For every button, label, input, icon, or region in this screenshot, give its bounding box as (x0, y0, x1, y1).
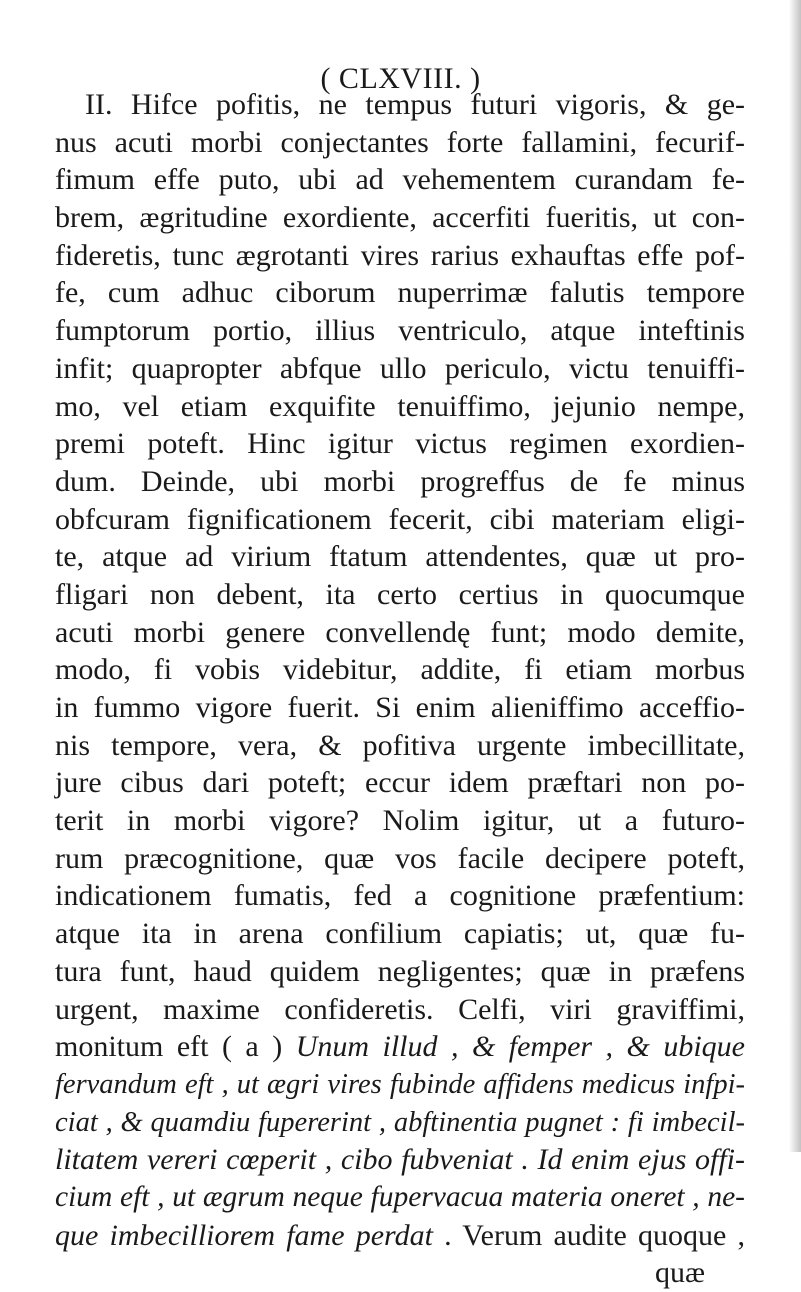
text-line-mixed (55, 1179, 745, 1217)
text-line: fumptorum portio, illius ventriculo, atque inteftinis (55, 314, 745, 348)
roman-text: . Verum audite quoque , (432, 1218, 745, 1252)
text-line: infit; quapropter abfque ullo periculo, victu tenuiffi- (55, 351, 745, 385)
body-text (55, 86, 745, 1292)
roman-text: monitum eft ( a ) (55, 1030, 296, 1064)
text-line-mixed (55, 1104, 745, 1142)
text-line: mo, vel etiam exquifite tenuiffimo, jejunio nempe, (55, 389, 745, 423)
text-line: obfcuram fignificationem fecerit, cibi materiam eligi- (55, 502, 745, 536)
text-line: indicationem fumatis, fed a cognitione præfentium: (55, 879, 745, 913)
text-line: nus acuti morbi conjectantes forte fallamini, fecurif- (55, 125, 745, 159)
text-line: tura funt, haud quidem negligentes; quæ in præfens (55, 954, 745, 988)
page-edge-shadow (789, 0, 801, 1152)
italic-quotation: fervandum eft , ut ægri vires fubinde affidens medicus infpi- (55, 1068, 745, 1100)
page-header: ( CLXVIII. ) (320, 62, 481, 95)
text-line: rum præcognitione, quæ vos facile decipere poteft, (55, 841, 745, 875)
text-line-mixed (55, 1028, 745, 1066)
text-line: fe, cum adhuc ciborum nuperrimæ falutis tempore (55, 276, 745, 310)
text-line: atque ita in arena confilium capiatis; ut, quæ fu- (55, 917, 745, 951)
text-line: te, atque ad virium ftatum attendentes, quæ ut pro- (55, 540, 745, 574)
text-line: terit in morbi vigore? Nolim igitur, ut a futuro- (55, 804, 745, 838)
italic-quotation: que imbecilliorem fame perdat (55, 1218, 433, 1252)
catchword: quæ (654, 1256, 705, 1290)
text-line: modo, fi vobis videbitur, addite, fi etiam morbus (55, 653, 745, 687)
text-line: fligari non debent, ita certo certius in quocumque (55, 577, 745, 611)
text-line-closing (55, 1217, 745, 1255)
text-line: premi poteft. Hinc igitur victus regimen exordien- (55, 427, 745, 461)
text-line: II. Hifce pofitis, ne tempus futuri vigoris, & ge- (85, 88, 745, 121)
italic-quotation: ciat , & quamdiu fupererint , abftinentia pugnet : fi imbecil- (55, 1106, 745, 1138)
italic-quotation: litatem vereri cœperit , cibo fubveniat . Id enim ejus offi- (55, 1143, 745, 1177)
text-line: brem, ægritudine exordiente, accerfiti fueritis, ut con- (55, 201, 745, 235)
text-line-mixed (55, 1066, 745, 1104)
text-line: dum. Deinde, ubi morbi progreffus de fe minus (55, 464, 745, 498)
text-line: urgent, maxime confideretis. Celfi, viri graviffimi, (55, 992, 745, 1026)
text-line: jure cibus dari poteft; eccur idem præftari non po- (55, 766, 745, 800)
text-line: acuti morbi genere convellendę funt; modo demite, (55, 615, 745, 649)
italic-quotation: Unum illud , & femper , & ubique (295, 1030, 746, 1064)
text-line: nis tempore, vera, & pofitiva urgente imbecillitate, (55, 728, 745, 762)
text-line: in fummo vigore fuerit. Si enim alieniffimo acceffio- (55, 691, 745, 724)
text-line-mixed (55, 1141, 745, 1179)
italic-quotation: cium eft , ut ægrum neque fupervacua materia oneret , ne- (55, 1180, 745, 1213)
text-line: fideretis, tunc ægrotanti vires rarius exhauftas effe pof- (55, 238, 745, 272)
text-line: fimum effe puto, ubi ad vehementem curandam fe- (55, 163, 745, 197)
